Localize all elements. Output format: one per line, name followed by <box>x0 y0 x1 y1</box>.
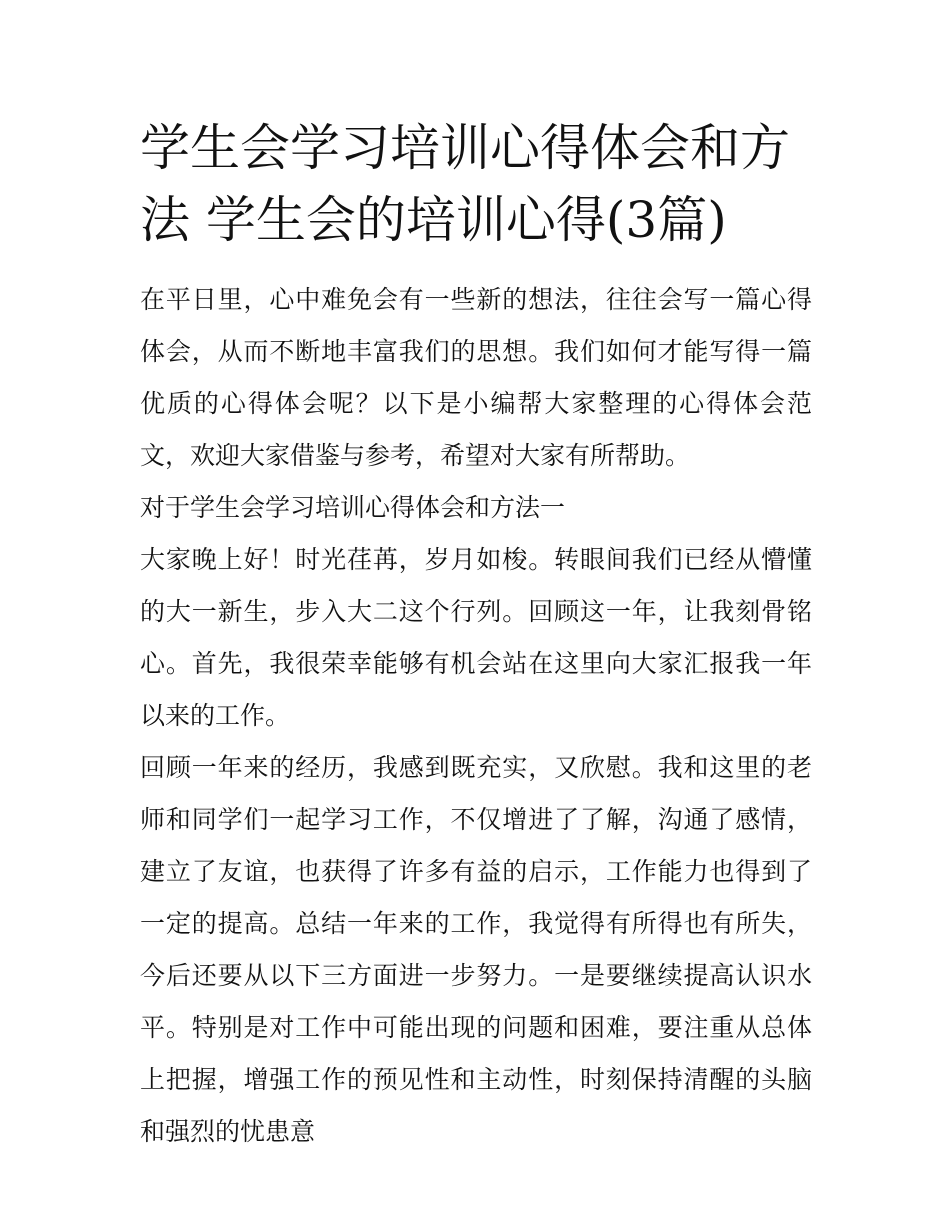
document-title: 学生会学习培训心得体会和方法 学生会的培训心得(3篇) <box>140 119 790 249</box>
document-page <box>140 112 812 1158</box>
body-paragraph: 大家晚上好！时光荏苒，岁月如梭。转眼间我们已经从懵懂的大一新生，步入大二这个行列。回顾这一年，让我刻骨铭心。首先，我很荣幸能够有机会站在这里向大家汇报我一年以来的工作。 <box>140 545 812 730</box>
section-heading: 对于学生会学习培训心得体会和方法一 <box>140 493 566 522</box>
intro-paragraph: 在平日里，心中难免会有一些新的想法，往往会写一篇心得体会，从而不断地丰富我们的思想。我们如何才能写得一篇优质的心得体会呢？以下是小编帮大家整理的心得体会范文，欢迎大家借鉴与参考，希望对大家有所帮助。 <box>140 285 812 470</box>
body-paragraph: 回顾一年来的经历，我感到既充实，又欣慰。我和这里的老师和同学们一起学习工作，不仅增进了了解，沟通了感情，建立了友谊，也获得了许多有益的启示，工作能力也得到了一定的提高。总结一年来的工作，我觉得有所得也有所失，今后还要从以下三方面进一步努力。一是要继续提高认识水平。特别是对工作中可能出现的问题和困难，要注重从总体上把握，增强工作的预见性和主动性，时刻保持清醒的头脑和强烈的忧患意 <box>140 753 812 1146</box>
